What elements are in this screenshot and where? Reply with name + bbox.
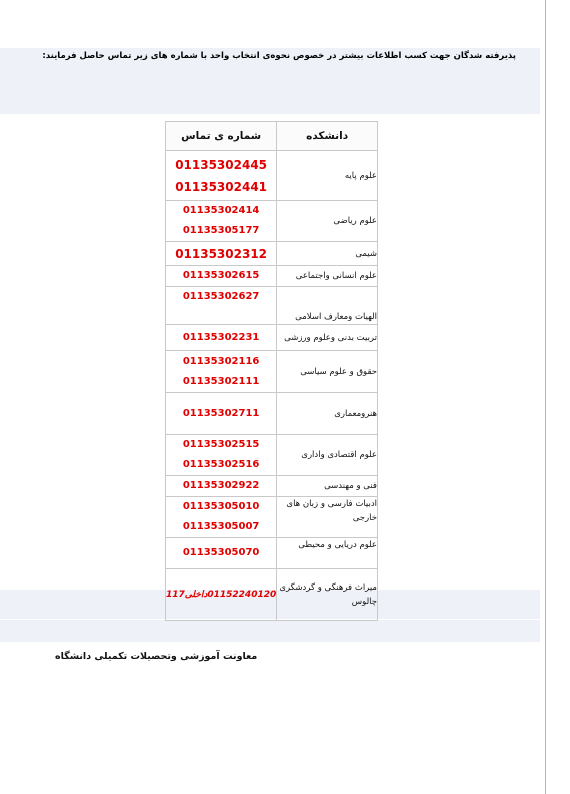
phone-number: 01135302445	[175, 157, 268, 172]
phone-number: 01135302111	[182, 375, 260, 387]
phone-number: 01135302711	[182, 407, 260, 419]
table-row	[166, 476, 378, 497]
phone-cell	[166, 151, 277, 201]
phone-number: 01135302516	[182, 459, 260, 470]
footer-signature: معاونت آموزشی وتحصیلات تکمیلی دانشگاه	[55, 651, 258, 662]
faculty-cell: علوم اقتصادی واداری	[277, 435, 378, 476]
phone-number: 01135305177	[182, 225, 260, 236]
phone-cell	[166, 497, 277, 538]
phone-number: 01152240120داخلی117	[166, 589, 277, 600]
table-row	[166, 569, 378, 621]
faculty-cell: علوم پایه	[277, 151, 378, 201]
faculty-cell: هنرومعماری	[277, 393, 378, 435]
phone-number: 01135305007	[182, 521, 260, 532]
table-row	[166, 538, 378, 569]
table-row	[166, 151, 378, 201]
table-row	[166, 325, 378, 351]
table-row	[166, 287, 378, 325]
phone-number: 01135302515	[182, 439, 260, 450]
faculty-cell: علوم انسانی واجتماعی	[277, 266, 378, 287]
phone-number: 01135305070	[182, 547, 260, 558]
phone-cell	[166, 569, 277, 621]
phone-cell	[166, 435, 277, 476]
phone-cell	[166, 266, 277, 287]
phone-header: شماره ی تماس	[166, 122, 277, 151]
phone-number: 01135305010	[182, 501, 260, 512]
phone-cell	[166, 325, 277, 351]
table-header-row	[166, 122, 378, 151]
phone-cell	[166, 538, 277, 569]
faculty-cell: الهیات ومعارف اسلامی	[277, 287, 378, 325]
faculty-cell: علوم دریایی و محیطی	[277, 538, 378, 569]
table-row	[166, 393, 378, 435]
phone-number: 01135302231	[182, 331, 260, 343]
faculty-cell: علوم ریاضی	[277, 201, 378, 242]
faculty-cell: شیمی	[277, 242, 378, 266]
phone-cell	[166, 351, 277, 393]
phone-number: 01135302414	[182, 205, 260, 216]
table-row	[166, 242, 378, 266]
faculty-header: دانشکده	[277, 122, 378, 151]
table-row	[166, 435, 378, 476]
phone-number: 01135302615	[182, 270, 260, 281]
faculty-cell: تربیت بدنی وعلوم ورزشی	[277, 325, 378, 351]
table-row	[166, 351, 378, 393]
phone-cell	[166, 393, 277, 435]
phone-number: 01135302627	[182, 291, 260, 302]
phone-cell	[166, 201, 277, 242]
table-row	[166, 201, 378, 242]
intro-text: پذیرفته شدگان جهت کسب اطلاعات بیشتر در خصوص نحوه‌ی انتخاب واحد با شماره های زیر تماس حاصل فرمایند:	[42, 51, 516, 61]
faculty-cell: میراث فرهنگی و گردشگری چالوس	[277, 569, 378, 621]
faculty-cell: حقوق و علوم سیاسی	[277, 351, 378, 393]
faculty-cell: فنی و مهندسی	[277, 476, 378, 497]
phone-number: 01135302312	[175, 246, 268, 261]
table-row	[166, 266, 378, 287]
table-row	[166, 497, 378, 538]
faculty-cell: ادبیات فارسی و زبان های خارجی	[277, 497, 378, 538]
phone-number: 01135302116	[182, 355, 260, 367]
contacts-table	[165, 121, 378, 621]
phone-cell	[166, 287, 277, 325]
phone-number: 01135302922	[182, 480, 260, 491]
phone-cell	[166, 242, 277, 266]
phone-number: 01135302441	[175, 179, 268, 194]
phone-cell	[166, 476, 277, 497]
